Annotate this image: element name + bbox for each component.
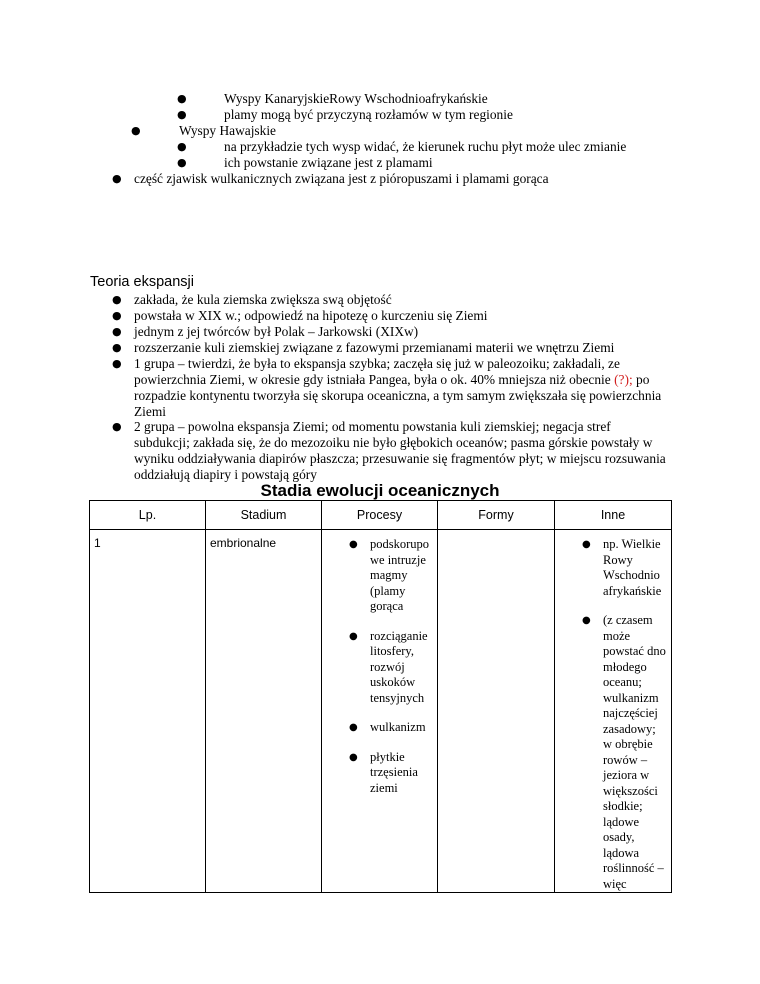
header-stadium: Stadium	[206, 501, 322, 530]
list-item: Wyspy Hawajskie	[179, 123, 276, 138]
header-procesy: Procesy	[322, 501, 438, 530]
list-item: plamy mogą być przyczyną rozłamów w tym regionie	[224, 107, 513, 122]
bullet-icon: ●	[582, 615, 591, 626]
list-item: powstała w XIX w.; odpowiedź na hipotezę o kurczeniu się Ziemi	[134, 308, 488, 323]
bullet-icon: ●	[177, 140, 187, 153]
list-item: rozszerzanie kuli ziemskiej związane z fazowymi przemianami materii we wnętrzu Ziemi	[134, 340, 615, 355]
list-item: na przykładzie tych wysp widać, że kierunek ruchu płyt może ulec zmianie	[224, 139, 627, 154]
table-title: Stadia ewolucji oceanicznych	[260, 481, 500, 500]
list-item: ● (z czasem może powstać dno młodego oceanu; wulkanizm najczęściej zasadowy; w obrębie rowów – jeziora w większości słodkie; lądowe osady, lądowa roślinność – więc	[582, 613, 666, 891]
stages-table	[89, 500, 672, 893]
list-item: ● płytkie trzęsienia ziemi	[349, 749, 418, 795]
bullet-icon: ●	[131, 124, 141, 137]
list-item: zakłada, że kula ziemska zwiększa swą objętość	[134, 292, 392, 307]
bullet-icon: ●	[112, 325, 122, 338]
cell-lp: 1	[90, 530, 206, 893]
table-row	[90, 530, 672, 893]
bullet-icon: ●	[349, 722, 358, 733]
question-note: (?);	[614, 372, 633, 387]
list-item: ich powstanie związane jest z plamami	[224, 155, 433, 170]
list-item-group-2: 2 grupa – powolna ekspansja Ziemi; od momentu powstania kuli ziemskiej; negacja stref subdukcji; zakłada się, że do mezozoiku nie było głębokich oceanów; pasma górskie powstały w wyniku oddziaływania diapirów płaszcza; przesuwanie się fragmentów płyt; w miejscu rozsuwania oddziałują diapiry i powstają góry	[134, 419, 666, 482]
bullet-icon: ●	[177, 92, 187, 105]
list-item: część zjawisk wulkanicznych związana jest z pióropuszami i plamami gorąca	[134, 171, 549, 186]
bullet-icon: ●	[112, 172, 122, 185]
bullet-icon: ●	[112, 420, 122, 433]
bullet-icon: ●	[177, 108, 187, 121]
bullet-icon: ●	[349, 539, 358, 550]
table-header-row	[90, 501, 672, 530]
bullet-icon: ●	[177, 156, 187, 169]
bullet-icon: ●	[112, 293, 122, 306]
bullet-icon: ●	[112, 341, 122, 354]
bullet-icon: ●	[582, 539, 591, 550]
section-heading: Teoria ekspansji	[90, 274, 194, 290]
list-item: ● podskorupo we intruzje magmy (plamy gorąca	[349, 537, 430, 613]
group-1-text-cont: po rozpadzie kontynentu tworzyła się skorupa oceaniczna, a tym samym zwiększała się powierzchnia Ziemi	[134, 372, 662, 419]
bullet-icon: ●	[112, 357, 122, 370]
list-item-group-1	[134, 356, 668, 420]
list-item: ● wulkanizm	[349, 720, 426, 734]
header-lp: Lp.	[90, 501, 206, 530]
list-item: ● np. Wielkie Rowy Wschodnio afrykańskie	[582, 537, 662, 598]
bullet-icon: ●	[349, 630, 358, 642]
header-formy: Formy	[438, 501, 555, 530]
cell-formy	[438, 530, 555, 893]
header-inne: Inne	[555, 501, 672, 530]
list-item: Wyspy KanaryjskieRowy Wschodnioafrykańskie	[224, 91, 488, 106]
list-item: jednym z jej twórców był Polak – Jarkowski (XIXw)	[134, 324, 419, 339]
list-item: ● rozciąganie litosfery, rozwój uskoków tensyjnych	[349, 628, 428, 705]
cell-procesy	[322, 530, 438, 893]
bullet-icon: ●	[349, 751, 358, 763]
group-1-text: 1 grupa – twierdzi, że była to ekspansja szybka; zaczęła się już w paleozoiku; zakładali, ze powierzchnia Ziemi, w okresie gdy istniała Pangea, była o ok. 40% mniejsza niż obecnie	[134, 356, 620, 387]
cell-stadium: embrionalne	[206, 530, 322, 893]
bullet-icon: ●	[112, 309, 122, 322]
cell-inne	[555, 530, 672, 893]
